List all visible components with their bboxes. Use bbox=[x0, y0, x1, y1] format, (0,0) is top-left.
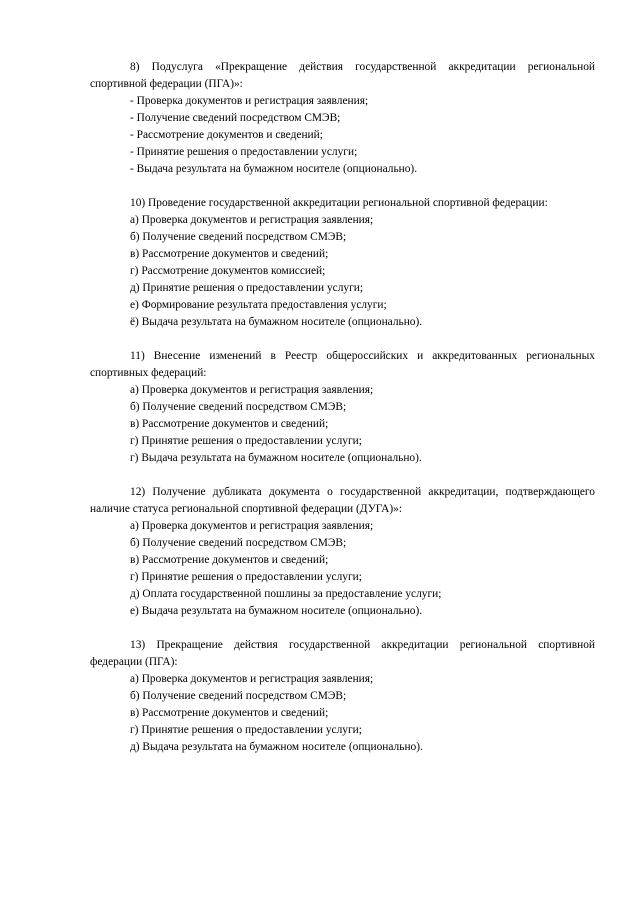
section-heading: 13) Прекращение действия государственной аккредитации региональной спортивной федерации (ПГА): bbox=[90, 639, 595, 668]
step-list bbox=[90, 212, 595, 331]
list-item: в) Рассмотрение документов и сведений; bbox=[130, 554, 329, 566]
list-item: в) Рассмотрение документов и сведений; bbox=[130, 418, 329, 430]
list-item: б) Получение сведений посредством СМЭВ; bbox=[130, 537, 347, 549]
step-list bbox=[90, 93, 595, 178]
section-11 bbox=[90, 348, 595, 467]
list-item: в) Рассмотрение документов и сведений; bbox=[130, 707, 329, 719]
list-item: а) Проверка документов и регистрация заявления; bbox=[130, 384, 374, 396]
section-heading: 11) Внесение изменений в Реестр общероссийских и аккредитованных региональных спортивных федераций: bbox=[90, 350, 595, 379]
step-list bbox=[90, 518, 595, 620]
step-list bbox=[90, 671, 595, 756]
list-item: г) Выдача результата на бумажном носителе (опционально). bbox=[130, 452, 422, 464]
section-heading: 10) Проведение государственной аккредитации региональной спортивной федерации: bbox=[130, 197, 548, 209]
list-item: - Проверка документов и регистрация заявления; bbox=[130, 95, 369, 107]
list-item: д) Принятие решения о предоставлении услуги; bbox=[130, 282, 364, 294]
step-list bbox=[90, 382, 595, 467]
section-heading: 12) Получение дубликата документа о государственной аккредитации, подтверждающего наличие статуса региональной спортивной федерации (ДУГА)»: bbox=[90, 486, 595, 515]
list-item: е) Выдача результата на бумажном носителе (опционально). bbox=[130, 605, 423, 617]
section-10 bbox=[90, 195, 595, 331]
list-item: а) Проверка документов и регистрация заявления; bbox=[130, 673, 374, 685]
list-item: г) Принятие решения о предоставлении услуги; bbox=[130, 435, 362, 447]
list-item: г) Принятие решения о предоставлении услуги; bbox=[130, 724, 362, 736]
list-item: а) Проверка документов и регистрация заявления; bbox=[130, 520, 374, 532]
list-item: б) Получение сведений посредством СМЭВ; bbox=[130, 690, 347, 702]
list-item: д) Выдача результата на бумажном носителе (опционально). bbox=[130, 741, 423, 753]
list-item: - Получение сведений посредством СМЭВ; bbox=[130, 112, 341, 124]
list-item: в) Рассмотрение документов и сведений; bbox=[130, 248, 329, 260]
list-item: - Рассмотрение документов и сведений; bbox=[130, 129, 323, 141]
section-12 bbox=[90, 484, 595, 620]
list-item: г) Принятие решения о предоставлении услуги; bbox=[130, 571, 362, 583]
section-heading: 8) Подуслуга «Прекращение действия государственной аккредитации региональной спортивной федерации (ПГА)»: bbox=[90, 61, 595, 90]
list-item: б) Получение сведений посредством СМЭВ; bbox=[130, 401, 347, 413]
list-item: а) Проверка документов и регистрация заявления; bbox=[130, 214, 374, 226]
list-item: - Принятие решения о предоставлении услуги; bbox=[130, 146, 358, 158]
list-item: г) Рассмотрение документов комиссией; bbox=[130, 265, 326, 277]
list-item: - Выдача результата на бумажном носителе (опционально). bbox=[130, 163, 418, 175]
section-13 bbox=[90, 637, 595, 756]
list-item: ё) Выдача результата на бумажном носителе (опционально). bbox=[130, 316, 423, 328]
list-item: д) Оплата государственной пошлины за предоставление услуги; bbox=[130, 588, 442, 600]
section-8 bbox=[90, 59, 595, 178]
document-page bbox=[90, 59, 595, 773]
list-item: б) Получение сведений посредством СМЭВ; bbox=[130, 231, 347, 243]
list-item: е) Формирование результата предоставления услуги; bbox=[130, 299, 387, 311]
